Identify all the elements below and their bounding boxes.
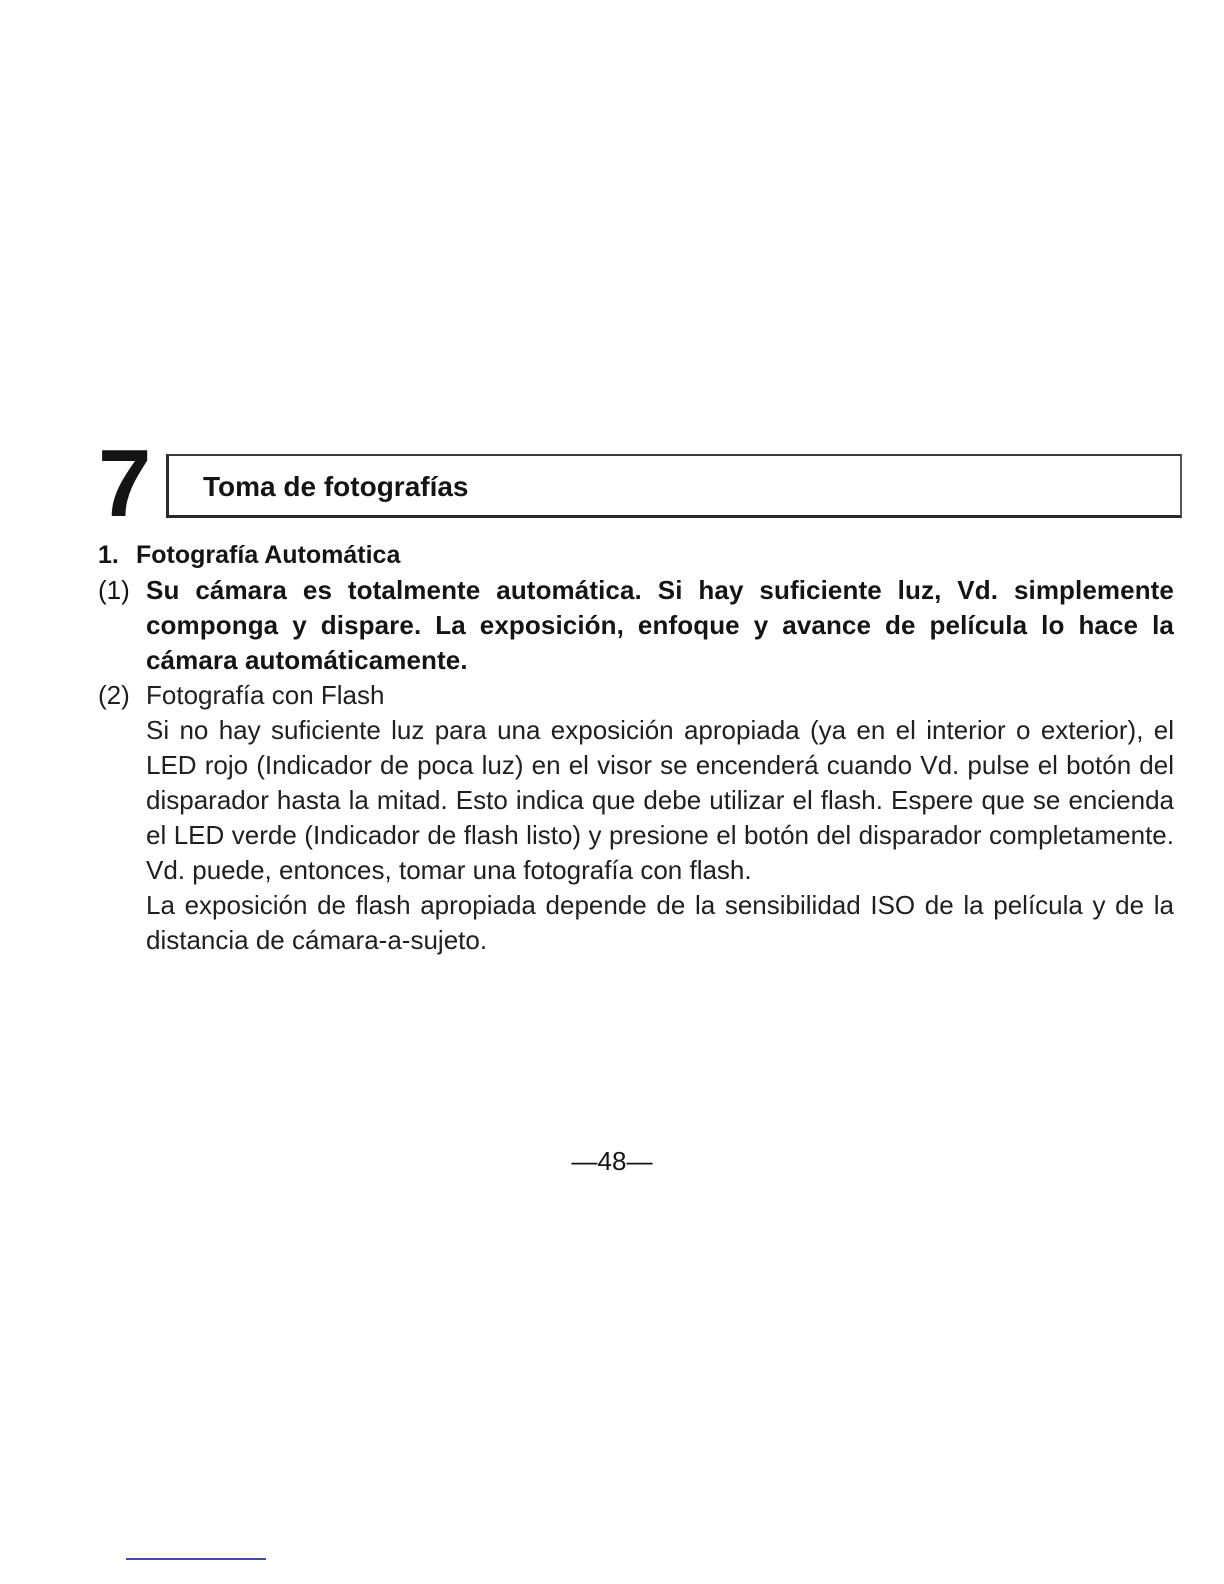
- item-subheading: Fotografía con Flash: [146, 680, 385, 710]
- list-item: [98, 678, 1174, 958]
- item-paragraph: La exposición de flash apropiada depende de la sensibilidad ISO de la película y de la distancia de cámara-a-sujeto.: [146, 890, 1174, 955]
- page-number: —48—: [571, 1146, 653, 1176]
- item-paragraph: Si no hay suficiente luz para una exposición apropiada (ya en el interior o exterior), el LED rojo (Indicador de poca luz) en el visor se encenderá cuando Vd. pulse el botón del disparador hasta la mitad. Esto indica que debe utilizar el flash. Espere que se encienda el LED verde (Indicador de flash listo) y presione el botón del disparador completamente. Vd. puede, entonces, tomar una fotografía con flash.: [146, 715, 1174, 885]
- section-number: 1.: [98, 541, 119, 569]
- item-paragraph: Su cámara es totalmente automática. Si hay suficiente luz, Vd. simplemente componga y dispare. La exposición, enfoque y avance de película lo hace la cámara automáticamente.: [146, 575, 1174, 675]
- chapter-title: Toma de fotografías: [203, 471, 469, 502]
- list-item: [98, 573, 1174, 678]
- section-heading: [98, 538, 1174, 573]
- section-title: Fotografía Automática: [136, 541, 401, 569]
- item-number: (2): [98, 680, 130, 710]
- chapter-title-box: [166, 454, 1182, 518]
- item-number: (1): [98, 575, 130, 605]
- footer-rule: [126, 1558, 266, 1560]
- chapter-number: 7: [98, 430, 150, 537]
- item-body: [146, 573, 1174, 678]
- item-body: [146, 678, 1174, 958]
- main-content: [98, 538, 1174, 958]
